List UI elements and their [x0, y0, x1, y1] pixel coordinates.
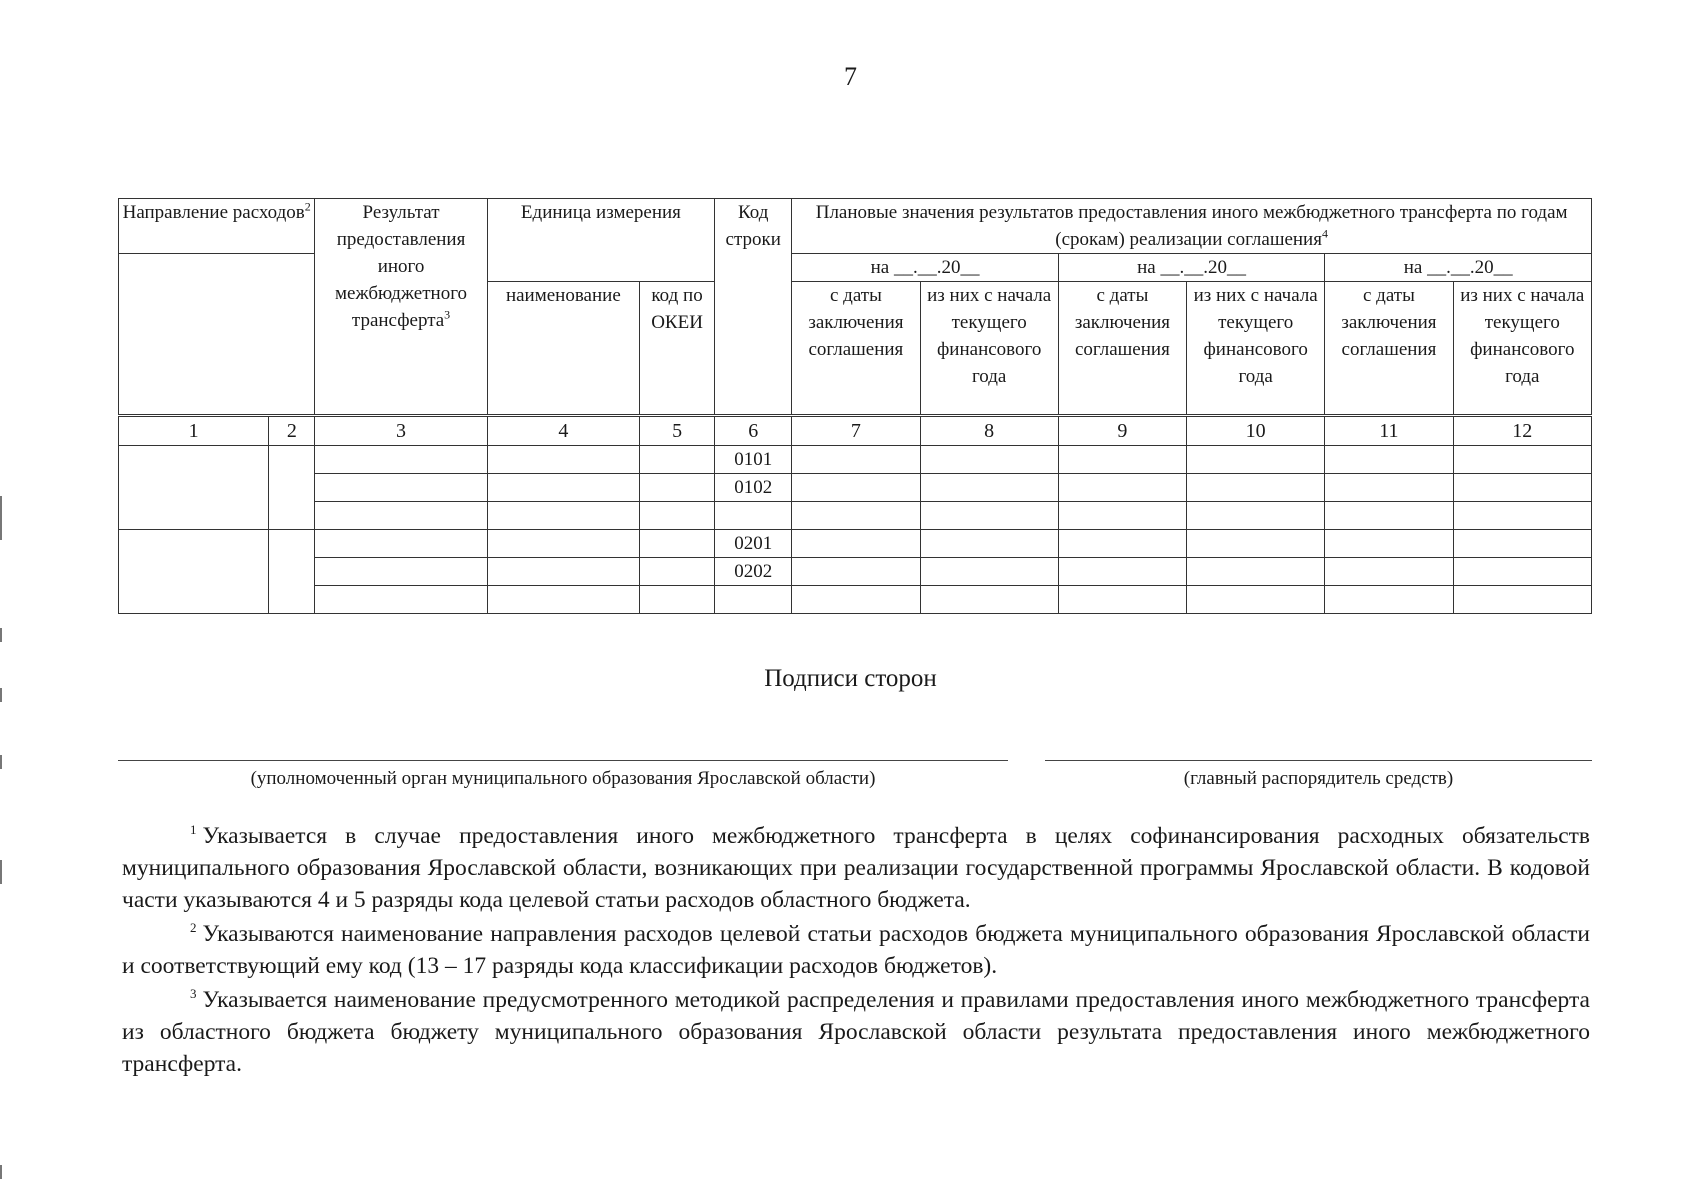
scan-margin-mark — [0, 755, 2, 769]
column-number: 2 — [269, 416, 315, 446]
header-from-year-2: из них с начала текущего финансового года — [1187, 282, 1325, 416]
table-row — [119, 558, 1592, 586]
row-code: 0101 — [715, 446, 792, 474]
header-planned-values: Плановые значения результатов предоставления иного межбюджетного трансферта по годам (срокам) реализации соглашения$^4$ — [792, 199, 1592, 254]
column-number: 11 — [1325, 416, 1453, 446]
table-row — [119, 530, 1592, 558]
footnote — [122, 820, 1590, 916]
header-unit-name: наименование — [487, 282, 639, 416]
row-code — [715, 502, 792, 530]
footnote — [122, 918, 1590, 982]
footnote-text: Указываются наименование направления расходов целевой статьи расходов бюджета муниципального образования Ярославской области и соответствующий ему код (13 – 17 разряды кода классификации расходов бюджетов). — [122, 921, 1590, 979]
header-from-year-3: из них с начала текущего финансового года — [1453, 282, 1591, 416]
signature-line-left[interactable] — [118, 760, 1008, 761]
column-number: 6 — [715, 416, 792, 446]
direction-name-cell[interactable] — [119, 446, 269, 530]
signature-line-right[interactable] — [1045, 760, 1592, 761]
footnote-mark: 1 — [190, 822, 197, 838]
scan-margin-mark — [0, 688, 2, 702]
header-from-year-1: из них с начала текущего финансового года — [920, 282, 1058, 416]
row-code: 0102 — [715, 474, 792, 502]
bk-code-cell[interactable] — [269, 446, 315, 530]
header-period-3: на __.__.20__ — [1325, 254, 1592, 282]
column-number: 12 — [1453, 416, 1591, 446]
column-number: 9 — [1058, 416, 1186, 446]
row-code: 0201 — [715, 530, 792, 558]
header-from-date-2: с даты заключения соглашения — [1058, 282, 1186, 416]
footnote-text: Указывается наименование предусмотренного методикой распределения и правилами предоставления иного межбюджетного трансферта из областного бюджета бюджету муниципального образования Ярославской области результата предоставления иного межбюджетного трансферта. — [122, 987, 1590, 1077]
table-row — [119, 586, 1592, 614]
column-number: 7 — [792, 416, 920, 446]
scan-margin-mark — [0, 496, 2, 540]
header-direction: Направление расходов$^2$ — [119, 199, 315, 254]
table-row — [119, 502, 1592, 530]
table-row — [119, 474, 1592, 502]
header-row-code: Код строки — [715, 199, 792, 416]
footnotes — [122, 820, 1590, 1082]
scan-margin-mark — [0, 628, 2, 642]
column-number: 3 — [315, 416, 487, 446]
header-from-date-1: с даты заключения соглашения — [792, 282, 920, 416]
table-row — [119, 446, 1592, 474]
footnote-text: Указывается в случае предоставления иного межбюджетного трансферта в целях софинансирования расходных обязательств муниципального образования Ярославской области, возникающих при реализации государственной программы Ярославской области. В кодовой части указываются 4 и 5 разряды кода целевой статьи расходов областного бюджета. — [122, 823, 1590, 913]
header-from-date-3: с даты заключения соглашения — [1325, 282, 1453, 416]
footnote-mark: 3 — [190, 986, 197, 1002]
column-number: 1 — [119, 416, 269, 446]
column-number: 4 — [487, 416, 639, 446]
column-number: 10 — [1187, 416, 1325, 446]
column-numbers-row — [119, 416, 1592, 446]
page-number: 7 — [844, 62, 857, 91]
header-okei-code: код по ОКЕИ — [640, 282, 715, 416]
bk-code-cell[interactable] — [269, 530, 315, 614]
row-code — [715, 586, 792, 614]
footnote — [122, 984, 1590, 1080]
direction-name-cell[interactable] — [119, 530, 269, 614]
planned-values-table — [118, 198, 1592, 614]
header-period-1: на __.__.20__ — [792, 254, 1059, 282]
scan-margin-mark — [0, 860, 2, 884]
header-unit: Единица измерения — [487, 199, 714, 282]
footnote-mark: 2 — [190, 920, 197, 936]
column-number: 5 — [640, 416, 715, 446]
signatures-title: Подписи сторон — [764, 665, 937, 692]
signature-caption-left: (уполномоченный орган муниципального образования Ярославской области) — [250, 768, 876, 789]
scan-margin-mark — [0, 1165, 2, 1179]
signature-caption-right: (главный распорядитель средств) — [1183, 768, 1454, 789]
header-result: Результат предоставления иного межбюджетного трансферта$^3$ — [315, 199, 487, 416]
row-code: 0202 — [715, 558, 792, 586]
header-period-2: на __.__.20__ — [1058, 254, 1325, 282]
column-number: 8 — [920, 416, 1058, 446]
